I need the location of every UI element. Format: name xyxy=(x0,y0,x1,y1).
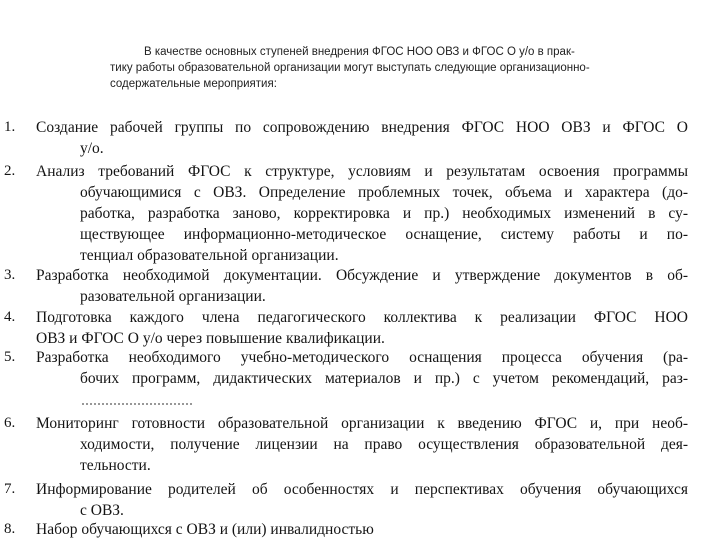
intro-line: тику работы образовательной организации могут выступать следующие организационно- xyxy=(110,62,590,74)
item-text xyxy=(36,413,688,476)
item-text xyxy=(36,117,688,159)
item-number: 1. xyxy=(4,119,16,135)
item-line: Информирование родителей об особенностях и перспективах обучения обучающихся xyxy=(36,481,688,498)
item-number: 7. xyxy=(4,481,16,497)
item-line: Разработка необходимой документации. Обсуждение и утверждение документов в об- xyxy=(36,267,688,284)
item-text xyxy=(36,519,688,540)
item-text xyxy=(36,265,688,307)
item-number: 5. xyxy=(4,349,16,365)
item-line: ОВЗ и ФГОС О у/о через повышение квалификации. xyxy=(36,330,385,347)
item-line: с ОВЗ. xyxy=(80,502,124,519)
item-number: 8. xyxy=(4,521,16,537)
item-number: 2. xyxy=(4,163,16,179)
item-line: Подготовка каждого члена педагогического коллектива к реализации ФГОС НОО xyxy=(36,309,688,326)
item-line: Разработка необходимого учебно-методического оснащения процесса обучения (ра- xyxy=(36,349,688,366)
item-line: тельности. xyxy=(80,457,151,474)
item-text xyxy=(36,347,688,389)
item-line: ществующее информационно-методическое оснащение, систему работы и по- xyxy=(80,226,688,243)
item-line: тенциал образовательной организации. xyxy=(80,247,339,264)
item-text xyxy=(36,307,688,349)
item-line: Создание рабочей группы по сопровождению внедрения ФГОС НОО ОВЗ и ФГОС О xyxy=(36,119,688,136)
item-line: обучающимися с ОВЗ. Определение проблемных точек, объема и характера (до- xyxy=(80,184,688,201)
item-line: ходимости, получение лицензии на право осуществления образовательной дея- xyxy=(80,436,688,453)
item-text xyxy=(36,479,688,521)
item-number: 3. xyxy=(4,267,16,283)
intro-line: содержательные мероприятия: xyxy=(110,78,277,90)
item-number: 6. xyxy=(4,415,16,431)
item-line: у/о. xyxy=(80,140,104,157)
intro-line: В качестве основных ступеней внедрения ФГОС НОО ОВЗ и ФГОС О у/о в прак- xyxy=(144,46,575,58)
item-line: работка, разработка заново, корректировка и пр.) необходимых изменений в су- xyxy=(80,205,688,222)
item-line: разовательной организации. xyxy=(80,288,266,305)
intro-paragraph xyxy=(110,44,660,92)
item-number: 4. xyxy=(4,309,16,325)
item-line: бочих программ, дидактических материалов и пр.) с учетом рекомендаций, раз- xyxy=(80,370,688,387)
item-text xyxy=(36,161,688,266)
item-line: Мониторинг готовности образовательной организации к введению ФГОС и, при необ- xyxy=(36,415,688,432)
item-line: Набор обучающихся с ОВЗ и (или) инвалидностью xyxy=(36,521,374,538)
cut-off-text-fragment xyxy=(82,403,192,407)
item-line: Анализ требований ФГОС к структуре, условиям и результатам освоения программы xyxy=(36,163,688,180)
